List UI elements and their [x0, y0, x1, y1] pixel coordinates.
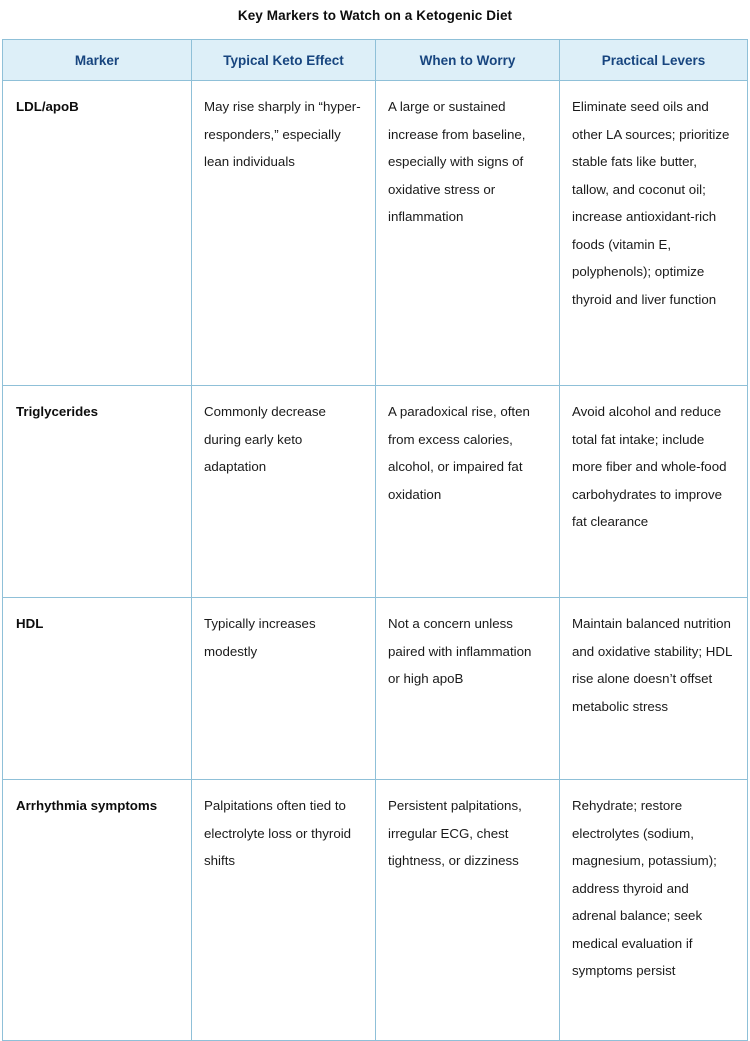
- column-header-marker: Marker: [3, 40, 192, 81]
- cell-marker: Triglycerides: [3, 386, 192, 598]
- cell-when-to-worry: A large or sustained increase from baseline, especially with signs of oxidative stress or inflammation: [376, 81, 560, 386]
- cell-practical-levers: Avoid alcohol and reduce total fat intake; include more fiber and whole-food carbohydrates to improve fat clearance: [560, 386, 748, 598]
- cell-when-to-worry: Not a concern unless paired with inflammation or high apoB: [376, 598, 560, 780]
- cell-when-to-worry: A paradoxical rise, often from excess calories, alcohol, or impaired fat oxidation: [376, 386, 560, 598]
- table-row: [3, 81, 748, 386]
- column-header-when-to-worry: When to Worry: [376, 40, 560, 81]
- cell-marker: LDL/apoB: [3, 81, 192, 386]
- table-row: [3, 598, 748, 780]
- cell-when-to-worry: Persistent palpitations, irregular ECG, chest tightness, or dizziness: [376, 780, 560, 1041]
- column-header-practical-levers: Practical Levers: [560, 40, 748, 81]
- table-row: [3, 780, 748, 1041]
- cell-practical-levers: Eliminate seed oils and other LA sources; prioritize stable fats like butter, tallow, and coconut oil; increase antioxidant-rich foods (vitamin E, polyphenols); optimize thyroid and liver function: [560, 81, 748, 386]
- cell-marker: Arrhythmia symptoms: [3, 780, 192, 1041]
- table-container: [0, 39, 750, 1041]
- table-row: [3, 386, 748, 598]
- cell-marker: HDL: [3, 598, 192, 780]
- table-body: [3, 81, 748, 1041]
- cell-practical-levers: Rehydrate; restore electrolytes (sodium, magnesium, potassium); address thyroid and adrenal balance; seek medical evaluation if symptoms persist: [560, 780, 748, 1041]
- cell-typical-keto-effect: Typically increases modestly: [192, 598, 376, 780]
- cell-typical-keto-effect: Palpitations often tied to electrolyte loss or thyroid shifts: [192, 780, 376, 1041]
- cell-typical-keto-effect: Commonly decrease during early keto adaptation: [192, 386, 376, 598]
- table-header-row: [3, 40, 748, 81]
- column-header-typical-keto-effect: Typical Keto Effect: [192, 40, 376, 81]
- key-markers-table: [2, 39, 748, 1041]
- table-header: [3, 40, 748, 81]
- cell-typical-keto-effect: May rise sharply in “hyper-responders,” especially lean individuals: [192, 81, 376, 386]
- cell-practical-levers: Maintain balanced nutrition and oxidative stability; HDL rise alone doesn’t offset metabolic stress: [560, 598, 748, 780]
- page-title: Key Markers to Watch on a Ketogenic Diet: [237, 8, 513, 23]
